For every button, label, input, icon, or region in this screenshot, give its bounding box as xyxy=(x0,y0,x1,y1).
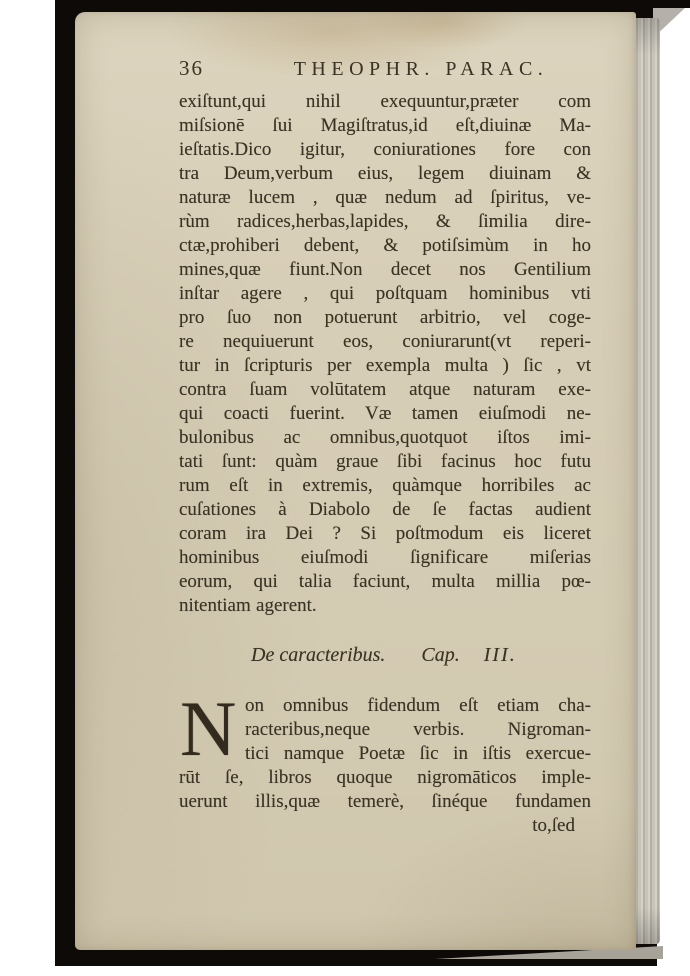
text-line: mines,quæ fiunt.Non decet nos Gentilium xyxy=(179,259,591,280)
text-line: tati ſunt: quàm graue ſibi facinus hoc futu xyxy=(179,451,591,472)
text-line: tra Deum,verbum eius, legem diuinam & xyxy=(179,163,591,184)
drop-cap-initial: N xyxy=(180,685,237,772)
text-line: ieſtatis.Dico igitur, coniurationes fore con xyxy=(179,139,591,160)
text-line: contra ſuam volūtatem atque naturam exe- xyxy=(179,379,591,400)
text-line: uerunt illis,quæ temerè, ſinéque fundamen xyxy=(179,791,591,812)
text-line: exiſtunt,qui nihil exequuntur,præter com xyxy=(179,91,591,112)
text-line: miſsionē ſui Magiſtratus,id eſt,diuinæ Ma- xyxy=(179,115,591,136)
text-line: rum eſt in extremis, quàmque horribiles ac xyxy=(179,475,591,496)
text-line: naturæ lucem , quæ nedum ad ſpiritus, ve- xyxy=(179,187,591,208)
book-page xyxy=(75,12,636,950)
book-fore-edge-pages xyxy=(634,18,660,944)
chapter-cap-label: Cap. xyxy=(421,644,460,666)
page-number: 36 xyxy=(179,56,204,80)
text-line: coram ira Dei ? Si poſtmodum eis liceret xyxy=(179,523,591,544)
scan-background-margin xyxy=(657,8,690,966)
text-line: pro ſuo non potuerunt arbitrio, vel coge- xyxy=(179,307,591,328)
chapter-title: De caracteribus. xyxy=(251,644,386,666)
text-line: rùm radices,herbas,lapides, & ſimilia dire- xyxy=(179,211,591,232)
text-line: re nequiuerunt eos, coniurarunt(vt reperi- xyxy=(179,331,591,352)
text-line: eorum, qui talia faciunt, multa millia pœ- xyxy=(179,571,591,592)
text-line: tur in ſcripturis per exempla multa ) ſic , vt xyxy=(179,355,591,376)
book-scan-photo xyxy=(55,0,690,966)
chapter-cap-number: III. xyxy=(483,644,517,666)
catchword: to,ſed xyxy=(532,815,575,836)
text-line: qui coacti fuerint. Væ tamen eiuſmodi ne- xyxy=(179,403,591,424)
body-paragraph xyxy=(179,90,591,618)
text-line: inſtar agere , qui poſtquam hominibus vti xyxy=(179,283,591,304)
text-line: bulonibus ac omnibus,quotquot iſtos imi- xyxy=(179,427,591,448)
text-line: cuſationes à Diabolo de ſe factas audient xyxy=(179,499,591,520)
text-line: nitentiam agerent. xyxy=(179,595,317,616)
text-column xyxy=(179,56,591,838)
text-line: ctæ,prohiberi debent, & potiſsimùm in ho xyxy=(179,235,591,256)
running-title: THEOPHR. PARAC. xyxy=(293,58,549,80)
text-line: tici namque Poetæ ſic in iſtis exercue- xyxy=(245,743,591,764)
text-line: on omnibus fidendum eſt etiam cha- xyxy=(245,695,591,716)
chapter-heading xyxy=(179,644,591,670)
chapter-paragraph-lines xyxy=(179,685,591,814)
page-header xyxy=(179,56,591,80)
text-line: racteribus,neque verbis. Nigroman- xyxy=(245,719,591,740)
chapter-paragraph xyxy=(179,685,591,814)
text-line: hominibus eiuſmodi ſignificare miſerias xyxy=(179,547,591,568)
text-line: rūt ſe, libros quoque nigromāticos imple- xyxy=(179,767,591,788)
